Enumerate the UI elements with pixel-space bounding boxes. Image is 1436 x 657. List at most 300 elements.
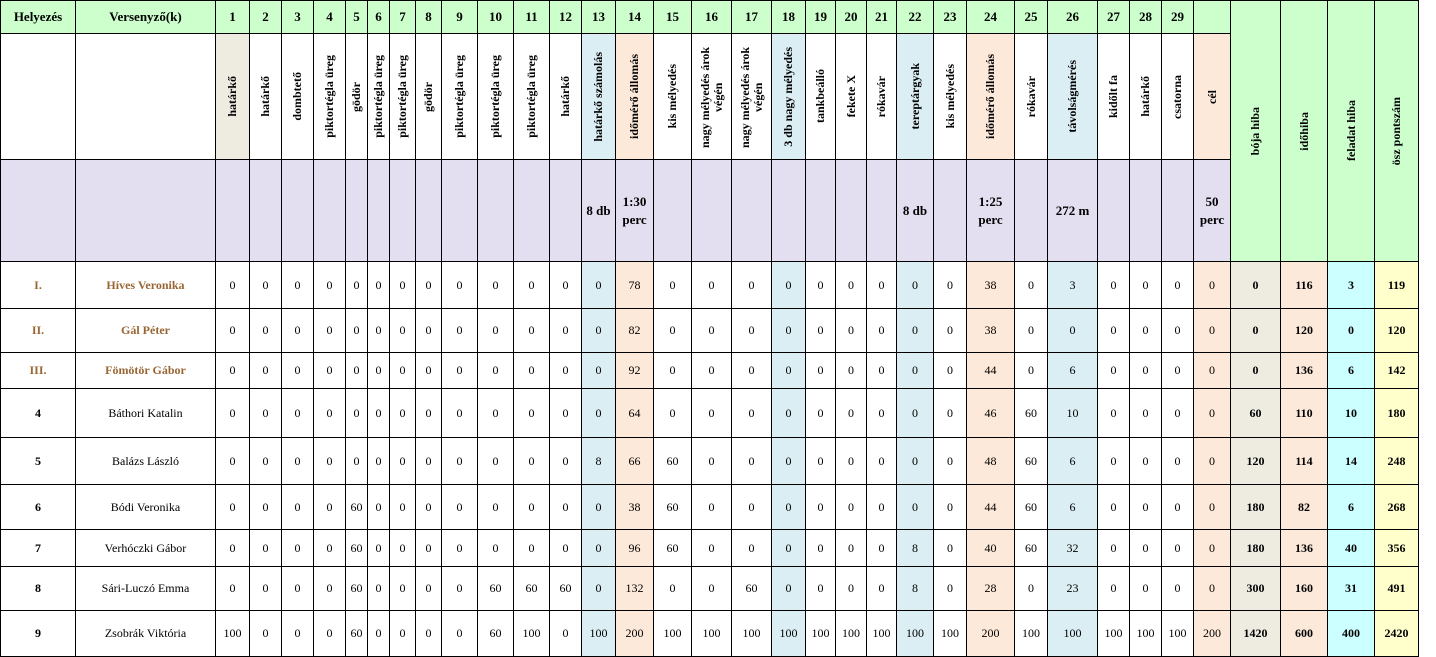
station-value-cell[interactable] [772,611,806,657]
station-value-cell[interactable] [867,262,897,309]
station-target-cell[interactable] [582,160,616,262]
station-number-cell[interactable] [346,1,368,34]
station-target-cell[interactable] [282,160,314,262]
station-value-cell[interactable] [368,438,390,485]
station-value-cell[interactable] [967,611,1015,657]
station-value-cell[interactable] [250,611,282,657]
station-value-cell[interactable] [897,262,934,309]
competitor-name-cell[interactable] [76,485,216,530]
station-value-cell[interactable] [836,353,867,389]
station-target-cell[interactable] [216,160,250,262]
station-value-cell[interactable] [1194,438,1231,485]
station-value-cell[interactable] [616,309,654,353]
total-value-cell[interactable] [1375,438,1419,485]
total-value-cell[interactable] [1328,438,1375,485]
station-value-cell[interactable] [416,353,442,389]
station-target-cell[interactable] [897,160,934,262]
station-target-cell[interactable] [934,160,967,262]
station-number-cell[interactable] [368,1,390,34]
station-value-cell[interactable] [1048,262,1098,309]
station-value-cell[interactable] [836,262,867,309]
station-value-cell[interactable] [514,353,550,389]
station-target-cell[interactable] [772,160,806,262]
station-target-cell[interactable] [806,160,836,262]
station-value-cell[interactable] [692,567,732,611]
station-value-cell[interactable] [582,611,616,657]
station-value-cell[interactable] [416,567,442,611]
station-value-cell[interactable] [1130,353,1162,389]
station-value-cell[interactable] [390,485,416,530]
station-value-cell[interactable] [550,611,582,657]
station-value-cell[interactable] [654,309,692,353]
station-value-cell[interactable] [1015,389,1048,438]
station-value-cell[interactable] [582,389,616,438]
station-value-cell[interactable] [216,485,250,530]
name-target-blank[interactable] [76,160,216,262]
station-number-cell[interactable] [1048,1,1098,34]
station-value-cell[interactable] [582,262,616,309]
station-value-cell[interactable] [1048,530,1098,567]
station-name-cell[interactable] [967,34,1015,160]
station-value-cell[interactable] [1130,438,1162,485]
station-target-cell[interactable] [550,160,582,262]
station-name-cell[interactable] [692,34,732,160]
station-value-cell[interactable] [836,485,867,530]
total-value-cell[interactable] [1281,611,1328,657]
station-value-cell[interactable] [1048,353,1098,389]
station-value-cell[interactable] [772,353,806,389]
station-value-cell[interactable] [867,353,897,389]
competitor-name-cell[interactable] [76,309,216,353]
station-value-cell[interactable] [478,530,514,567]
station-value-cell[interactable] [282,438,314,485]
total-value-cell[interactable] [1281,309,1328,353]
station-value-cell[interactable] [1162,438,1194,485]
competitor-name-cell[interactable] [76,611,216,657]
summary-header-cell[interactable] [1281,1,1328,262]
station-target-cell[interactable] [250,160,282,262]
total-value-cell[interactable] [1281,262,1328,309]
station-value-cell[interactable] [654,485,692,530]
station-name-cell[interactable] [582,34,616,160]
total-value-cell[interactable] [1231,567,1281,611]
station-value-cell[interactable] [867,611,897,657]
station-name-cell[interactable] [368,34,390,160]
total-value-cell[interactable] [1375,389,1419,438]
station-value-cell[interactable] [582,309,616,353]
station-number-cell[interactable] [692,1,732,34]
station-value-cell[interactable] [368,309,390,353]
station-value-cell[interactable] [806,262,836,309]
station-value-cell[interactable] [390,611,416,657]
station-number-cell[interactable] [654,1,692,34]
station-name-cell[interactable] [478,34,514,160]
station-name-cell[interactable] [216,34,250,160]
station-value-cell[interactable] [368,611,390,657]
station-value-cell[interactable] [582,438,616,485]
spare-data-cell[interactable] [1419,485,1436,530]
station-value-cell[interactable] [616,567,654,611]
station-value-cell[interactable] [1194,389,1231,438]
station-number-cell[interactable] [806,1,836,34]
station-value-cell[interactable] [934,262,967,309]
spare-data-cell[interactable] [1419,309,1436,353]
station-value-cell[interactable] [1048,309,1098,353]
station-number-cell[interactable] [1162,1,1194,34]
station-value-cell[interactable] [772,262,806,309]
competitor-name-cell[interactable] [76,438,216,485]
station-value-cell[interactable] [732,389,772,438]
station-value-cell[interactable] [478,567,514,611]
station-value-cell[interactable] [1194,485,1231,530]
rank-cell[interactable] [1,485,76,530]
station-value-cell[interactable] [1130,567,1162,611]
station-target-cell[interactable] [1015,160,1048,262]
station-target-cell[interactable] [478,160,514,262]
station-value-cell[interactable] [1162,353,1194,389]
total-value-cell[interactable] [1281,567,1328,611]
station-name-cell[interactable] [836,34,867,160]
station-value-cell[interactable] [967,530,1015,567]
summary-header-cell[interactable] [1231,1,1281,262]
station-value-cell[interactable] [1098,485,1130,530]
total-value-cell[interactable] [1231,262,1281,309]
station-value-cell[interactable] [967,389,1015,438]
station-number-cell[interactable] [582,1,616,34]
station-value-cell[interactable] [514,389,550,438]
total-value-cell[interactable] [1281,530,1328,567]
station-value-cell[interactable] [216,353,250,389]
station-number-cell[interactable] [1194,1,1231,34]
station-value-cell[interactable] [250,438,282,485]
station-value-cell[interactable] [836,309,867,353]
total-value-cell[interactable] [1231,530,1281,567]
competitor-name-cell[interactable] [76,567,216,611]
station-value-cell[interactable] [806,389,836,438]
station-name-cell[interactable] [897,34,934,160]
station-value-cell[interactable] [442,309,478,353]
station-target-cell[interactable] [390,160,416,262]
station-value-cell[interactable] [314,353,346,389]
station-value-cell[interactable] [314,611,346,657]
total-value-cell[interactable] [1231,438,1281,485]
station-value-cell[interactable] [416,309,442,353]
station-value-cell[interactable] [772,530,806,567]
station-value-cell[interactable] [314,438,346,485]
station-number-cell[interactable] [478,1,514,34]
spare-data-cell[interactable] [1419,530,1436,567]
station-value-cell[interactable] [1194,611,1231,657]
station-value-cell[interactable] [732,530,772,567]
competitor-name-cell[interactable] [76,530,216,567]
station-number-cell[interactable] [250,1,282,34]
total-value-cell[interactable] [1231,611,1281,657]
station-value-cell[interactable] [390,530,416,567]
station-value-cell[interactable] [897,567,934,611]
station-value-cell[interactable] [934,438,967,485]
total-value-cell[interactable] [1281,353,1328,389]
station-value-cell[interactable] [897,438,934,485]
station-number-cell[interactable] [772,1,806,34]
station-value-cell[interactable] [550,567,582,611]
station-value-cell[interactable] [732,353,772,389]
station-name-cell[interactable] [732,34,772,160]
station-value-cell[interactable] [1130,485,1162,530]
station-value-cell[interactable] [416,485,442,530]
station-value-cell[interactable] [967,309,1015,353]
station-value-cell[interactable] [692,309,732,353]
total-value-cell[interactable] [1328,611,1375,657]
station-value-cell[interactable] [836,611,867,657]
station-value-cell[interactable] [1130,309,1162,353]
station-value-cell[interactable] [250,262,282,309]
total-value-cell[interactable] [1281,485,1328,530]
rank-cell[interactable] [1,262,76,309]
station-value-cell[interactable] [346,485,368,530]
total-value-cell[interactable] [1328,353,1375,389]
station-value-cell[interactable] [250,353,282,389]
summary-header-cell[interactable] [1328,1,1375,262]
station-value-cell[interactable] [772,438,806,485]
total-value-cell[interactable] [1375,353,1419,389]
station-value-cell[interactable] [1048,389,1098,438]
station-value-cell[interactable] [478,353,514,389]
station-number-cell[interactable] [732,1,772,34]
station-value-cell[interactable] [314,262,346,309]
station-value-cell[interactable] [282,353,314,389]
total-value-cell[interactable] [1231,389,1281,438]
station-value-cell[interactable] [478,309,514,353]
station-value-cell[interactable] [390,262,416,309]
spare-cell[interactable] [1419,1,1436,262]
station-target-cell[interactable] [1130,160,1162,262]
station-value-cell[interactable] [478,438,514,485]
station-value-cell[interactable] [514,530,550,567]
station-value-cell[interactable] [346,530,368,567]
station-value-cell[interactable] [514,611,550,657]
station-value-cell[interactable] [806,611,836,657]
station-value-cell[interactable] [836,530,867,567]
station-value-cell[interactable] [416,530,442,567]
station-value-cell[interactable] [1098,567,1130,611]
station-value-cell[interactable] [1194,262,1231,309]
station-number-cell[interactable] [867,1,897,34]
station-value-cell[interactable] [616,262,654,309]
station-value-cell[interactable] [1162,309,1194,353]
total-value-cell[interactable] [1328,567,1375,611]
station-value-cell[interactable] [934,485,967,530]
rank-cell[interactable] [1,353,76,389]
station-value-cell[interactable] [772,485,806,530]
rank-header-blank[interactable] [1,34,76,160]
total-value-cell[interactable] [1328,530,1375,567]
station-value-cell[interactable] [550,530,582,567]
station-target-cell[interactable] [442,160,478,262]
station-name-cell[interactable] [250,34,282,160]
station-value-cell[interactable] [616,353,654,389]
station-target-cell[interactable] [616,160,654,262]
station-value-cell[interactable] [550,389,582,438]
station-number-cell[interactable] [314,1,346,34]
station-target-cell[interactable] [514,160,550,262]
total-value-cell[interactable] [1231,485,1281,530]
station-target-cell[interactable] [346,160,368,262]
spare-data-cell[interactable] [1419,567,1436,611]
station-value-cell[interactable] [934,530,967,567]
total-value-cell[interactable] [1281,438,1328,485]
station-target-cell[interactable] [692,160,732,262]
station-value-cell[interactable] [867,530,897,567]
station-value-cell[interactable] [390,309,416,353]
station-value-cell[interactable] [1098,309,1130,353]
station-value-cell[interactable] [550,309,582,353]
station-value-cell[interactable] [250,309,282,353]
station-value-cell[interactable] [478,485,514,530]
station-value-cell[interactable] [314,309,346,353]
station-value-cell[interactable] [442,438,478,485]
station-value-cell[interactable] [692,353,732,389]
station-name-cell[interactable] [346,34,368,160]
rank-cell[interactable] [1,530,76,567]
station-value-cell[interactable] [1194,309,1231,353]
station-value-cell[interactable] [772,309,806,353]
station-name-cell[interactable] [416,34,442,160]
station-value-cell[interactable] [867,485,897,530]
station-name-cell[interactable] [1048,34,1098,160]
station-value-cell[interactable] [1098,438,1130,485]
station-name-cell[interactable] [1130,34,1162,160]
station-value-cell[interactable] [368,567,390,611]
station-value-cell[interactable] [967,262,1015,309]
station-value-cell[interactable] [282,485,314,530]
station-target-cell[interactable] [836,160,867,262]
station-value-cell[interactable] [934,353,967,389]
station-value-cell[interactable] [216,611,250,657]
station-value-cell[interactable] [478,262,514,309]
station-value-cell[interactable] [1194,353,1231,389]
station-value-cell[interactable] [416,389,442,438]
station-value-cell[interactable] [442,353,478,389]
station-number-cell[interactable] [1130,1,1162,34]
station-value-cell[interactable] [368,530,390,567]
station-value-cell[interactable] [582,353,616,389]
station-value-cell[interactable] [282,567,314,611]
total-value-cell[interactable] [1375,309,1419,353]
station-value-cell[interactable] [967,485,1015,530]
station-value-cell[interactable] [836,438,867,485]
station-value-cell[interactable] [442,530,478,567]
station-value-cell[interactable] [867,389,897,438]
rank-cell[interactable] [1,438,76,485]
station-value-cell[interactable] [867,438,897,485]
station-value-cell[interactable] [478,389,514,438]
rank-cell[interactable] [1,611,76,657]
station-value-cell[interactable] [442,567,478,611]
station-value-cell[interactable] [1098,530,1130,567]
station-value-cell[interactable] [1194,567,1231,611]
station-value-cell[interactable] [314,567,346,611]
station-value-cell[interactable] [616,438,654,485]
station-value-cell[interactable] [442,389,478,438]
station-name-cell[interactable] [616,34,654,160]
station-value-cell[interactable] [1162,485,1194,530]
station-value-cell[interactable] [216,567,250,611]
station-value-cell[interactable] [616,530,654,567]
station-value-cell[interactable] [216,530,250,567]
station-value-cell[interactable] [390,567,416,611]
station-value-cell[interactable] [1048,485,1098,530]
station-value-cell[interactable] [934,567,967,611]
station-value-cell[interactable] [654,353,692,389]
station-value-cell[interactable] [967,567,1015,611]
station-value-cell[interactable] [514,485,550,530]
station-value-cell[interactable] [1130,262,1162,309]
station-number-cell[interactable] [390,1,416,34]
station-value-cell[interactable] [867,309,897,353]
station-number-cell[interactable] [934,1,967,34]
station-value-cell[interactable] [732,567,772,611]
station-value-cell[interactable] [582,485,616,530]
total-value-cell[interactable] [1231,309,1281,353]
station-value-cell[interactable] [368,485,390,530]
station-value-cell[interactable] [654,530,692,567]
station-value-cell[interactable] [806,309,836,353]
station-value-cell[interactable] [1130,530,1162,567]
station-value-cell[interactable] [616,611,654,657]
station-value-cell[interactable] [416,262,442,309]
total-value-cell[interactable] [1375,611,1419,657]
station-number-cell[interactable] [442,1,478,34]
spare-data-cell[interactable] [1419,262,1436,309]
station-value-cell[interactable] [368,389,390,438]
station-value-cell[interactable] [732,611,772,657]
station-value-cell[interactable] [934,309,967,353]
total-value-cell[interactable] [1281,389,1328,438]
station-number-cell[interactable] [967,1,1015,34]
rank-header-cell[interactable] [1,1,76,34]
station-value-cell[interactable] [368,353,390,389]
station-name-cell[interactable] [314,34,346,160]
station-value-cell[interactable] [732,485,772,530]
station-value-cell[interactable] [1130,611,1162,657]
station-value-cell[interactable] [1098,389,1130,438]
station-name-cell[interactable] [867,34,897,160]
spare-data-cell[interactable] [1419,611,1436,657]
station-value-cell[interactable] [654,611,692,657]
station-value-cell[interactable] [314,389,346,438]
station-value-cell[interactable] [1098,611,1130,657]
station-name-cell[interactable] [772,34,806,160]
station-value-cell[interactable] [216,309,250,353]
station-value-cell[interactable] [654,389,692,438]
station-value-cell[interactable] [416,438,442,485]
station-value-cell[interactable] [216,389,250,438]
station-value-cell[interactable] [1098,262,1130,309]
station-number-cell[interactable] [550,1,582,34]
spare-data-cell[interactable] [1419,389,1436,438]
station-number-cell[interactable] [836,1,867,34]
station-value-cell[interactable] [732,262,772,309]
station-value-cell[interactable] [836,389,867,438]
station-value-cell[interactable] [806,485,836,530]
station-value-cell[interactable] [836,567,867,611]
station-value-cell[interactable] [442,485,478,530]
station-value-cell[interactable] [1048,567,1098,611]
station-value-cell[interactable] [514,262,550,309]
station-value-cell[interactable] [897,485,934,530]
station-name-cell[interactable] [1098,34,1130,160]
total-value-cell[interactable] [1328,389,1375,438]
